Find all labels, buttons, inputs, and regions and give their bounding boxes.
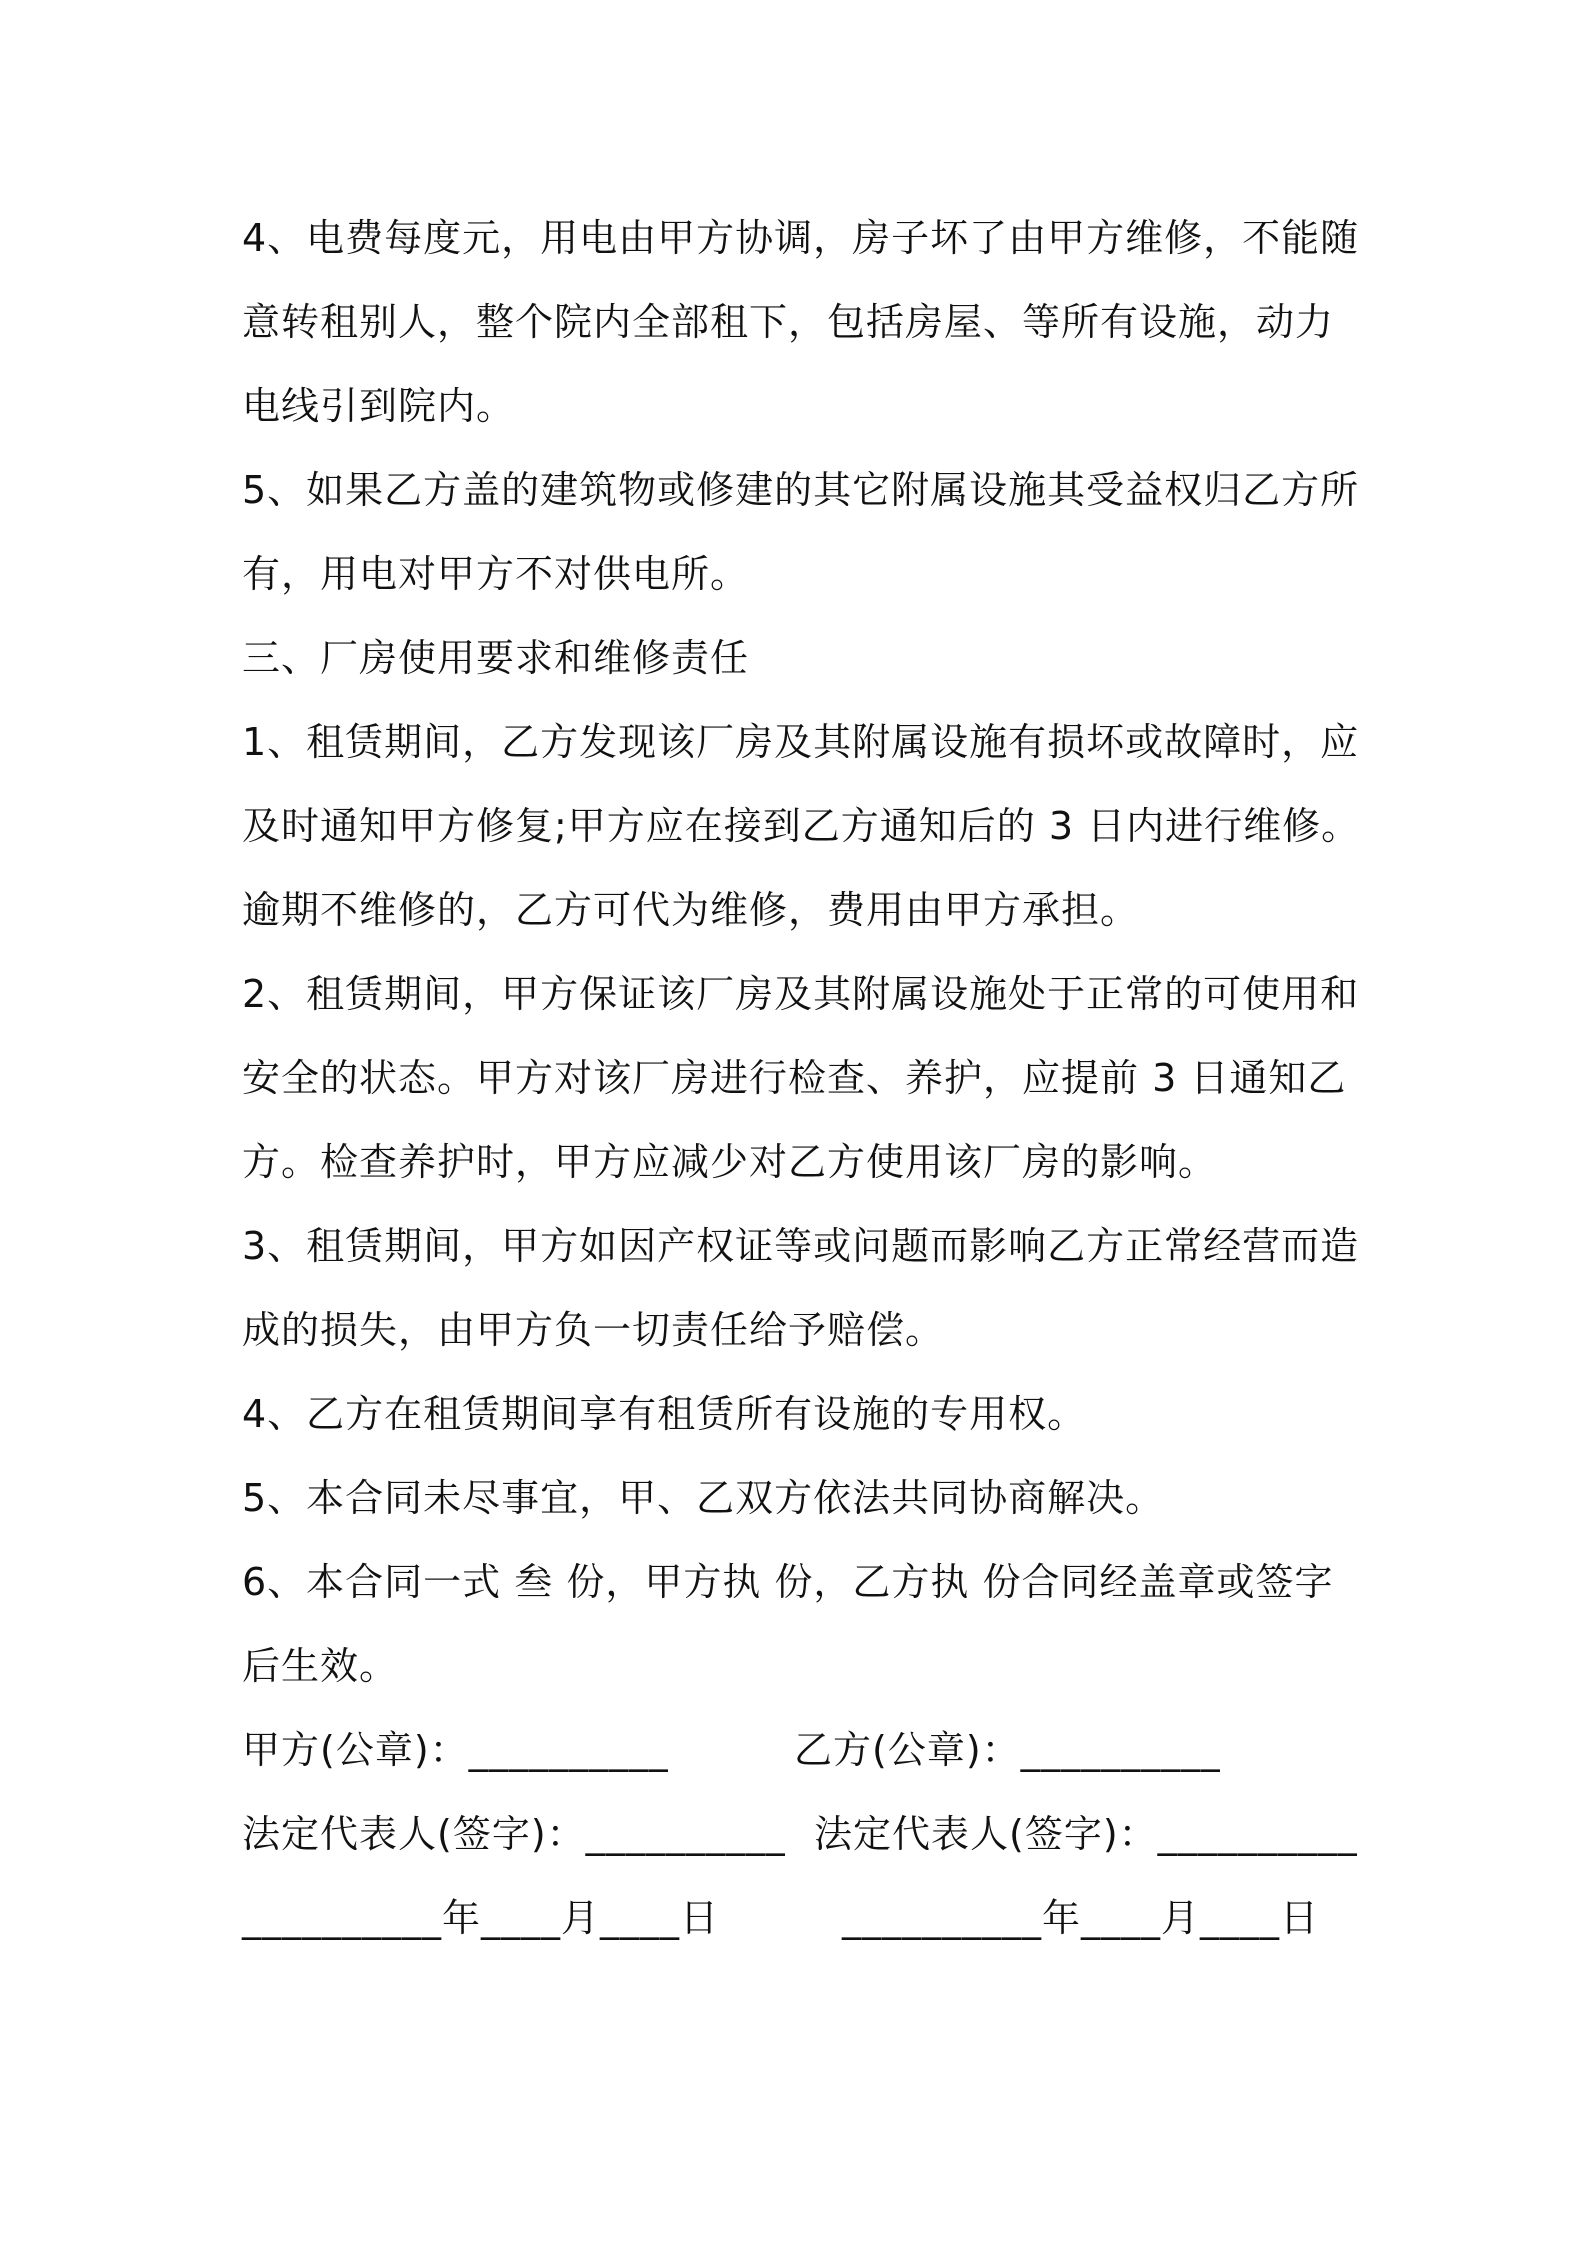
party-b-seal-line: 乙方(公章)：__________ [794,1728,1221,1772]
clause-buildings: 5、如果乙方盖的建筑物或修建的其它附属设施其受益权归乙方所有，用电对甲方不对供电所。 [242,468,1360,596]
signature-row-seal [242,1708,1372,1792]
party-a-representative-line: 法定代表人(签字)：__________ [242,1812,786,1856]
document-page [242,196,1372,1960]
clause-repair-notice: 1、租赁期间，乙方发现该厂房及其附属设施有损坏或故障时，应及时通知甲方修复;甲方应在接到乙方通知后的 3 日内进行维修。逾期不维修的，乙方可代为维修，费用由甲方承担。 [242,720,1361,932]
signature-row-representative [242,1792,1372,1876]
clause-exclusive-use: 4、乙方在租赁期间享有租赁所有设施的专用权。 [242,1392,1087,1436]
party-a-seal-line: 甲方(公章)：__________ [242,1728,669,1772]
clause-electricity: 4、电费每度元，用电由甲方协调，房子坏了由甲方维修，不能随意转租别人，整个院内全部租下，包括房屋、等所有设施，动力电线引到院内。 [242,216,1360,428]
clause-property-rights: 3、租赁期间，甲方如因产权证等或问题而影响乙方正常经营而造成的损失，由甲方负一切责任给予赔偿。 [242,1224,1360,1352]
section-heading-usage-maintenance: 三、厂房使用要求和维修责任 [242,636,750,680]
party-a-date-line: __________年____月____日 [242,1896,720,1940]
clause-safety-guarantee: 2、租赁期间，甲方保证该厂房及其附属设施处于正常的可使用和安全的状态。甲方对该厂房进行检查、养护，应提前 3 日通知乙方。检查养护时，甲方应减少对乙方使用该厂房的影响。 [242,972,1360,1184]
clause-copies-effective: 6、本合同一式 叁 份，甲方执 份，乙方执 份合同经盖章或签字后生效。 [242,1560,1334,1688]
clause-unresolved-matters: 5、本合同未尽事宜，甲、乙双方依法共同协商解决。 [242,1476,1165,1520]
signature-row-date [242,1876,1372,1960]
party-b-representative-line: 法定代表人(签字)：__________ [814,1812,1358,1856]
party-b-date-line: __________年____月____日 [842,1896,1320,1940]
